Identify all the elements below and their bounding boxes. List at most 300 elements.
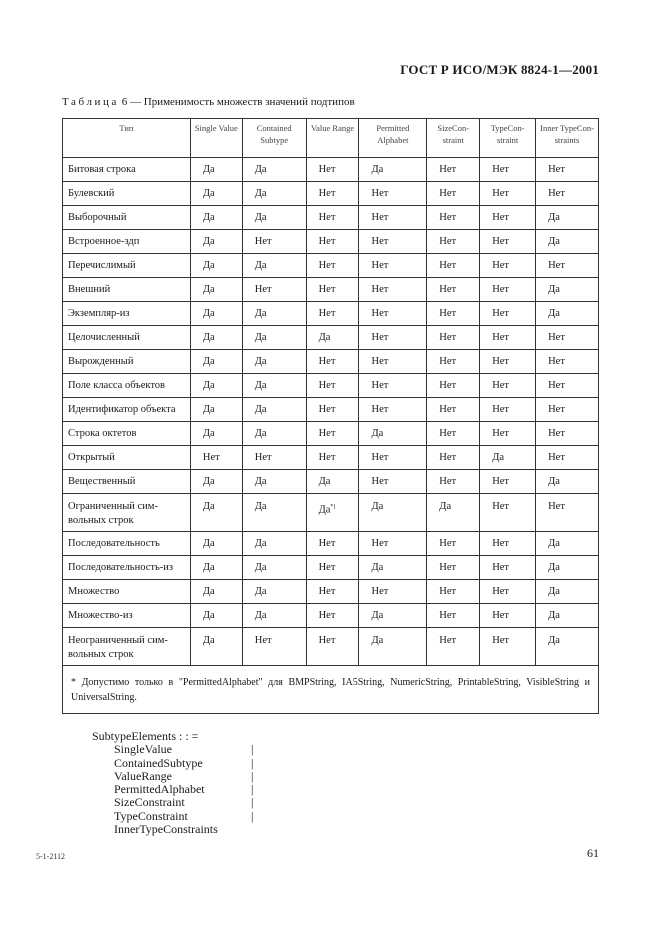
- value-text: Нет: [439, 428, 457, 439]
- value-text: Да: [202, 501, 215, 512]
- value-text: Нет: [439, 538, 457, 549]
- value-text: Да: [318, 332, 331, 343]
- value-text: Нет: [318, 610, 336, 621]
- value-cell: [190, 302, 242, 326]
- value-cell: [480, 254, 536, 278]
- grammar-separator: |: [251, 808, 254, 823]
- value-text: Нет: [492, 212, 510, 223]
- value-text: Нет: [202, 452, 220, 463]
- value-text: Нет: [318, 452, 336, 463]
- value-text: Нет: [492, 164, 510, 175]
- value-cell: [427, 604, 480, 628]
- table-row: [63, 230, 599, 254]
- value-cell: [190, 350, 242, 374]
- value-cell: [242, 470, 306, 494]
- value-cell: [427, 278, 480, 302]
- value-cell: [242, 206, 306, 230]
- grammar-item: [92, 743, 254, 756]
- value-cell: [427, 628, 480, 666]
- value-text: Нет: [318, 380, 336, 391]
- subtype-elements-grammar: [92, 730, 254, 836]
- value-text: Нет: [371, 538, 389, 549]
- table-row: [63, 398, 599, 422]
- value-cell: [359, 580, 427, 604]
- value-cell: [536, 278, 599, 302]
- value-text: Нет: [492, 538, 510, 549]
- value-cell: [427, 580, 480, 604]
- value-text: Да: [254, 586, 267, 597]
- grammar-title: SubtypeElements : : =: [92, 729, 199, 743]
- caption-label: Таблица: [62, 96, 119, 108]
- grammar-item-text: SingleValue: [114, 742, 172, 757]
- type-cell: Перечислимый: [63, 254, 191, 278]
- value-text: Нет: [548, 188, 565, 199]
- value-text: Нет: [439, 610, 457, 621]
- column-header: Тип: [63, 119, 191, 158]
- caption-number: 6: [121, 96, 128, 108]
- caption-title: Применимость множеств значений подтипов: [143, 96, 355, 108]
- value-cell: [536, 350, 599, 374]
- value-text: Да: [548, 284, 560, 295]
- caption-dash: —: [127, 96, 144, 108]
- type-cell: Идентификатор объекта: [63, 398, 191, 422]
- table-row: [63, 350, 599, 374]
- value-text: Да: [202, 380, 215, 391]
- value-cell: [190, 254, 242, 278]
- value-text: Нет: [548, 501, 565, 512]
- value-text: Нет: [254, 284, 272, 295]
- value-text: Нет: [439, 212, 457, 223]
- value-cell: [480, 628, 536, 666]
- value-text: Нет: [371, 404, 389, 415]
- grammar-separator: |: [251, 782, 254, 797]
- type-cell: Последовательность-из: [63, 556, 191, 580]
- value-cell: [359, 206, 427, 230]
- value-text: Нет: [492, 380, 510, 391]
- value-cell: [536, 182, 599, 206]
- value-cell: [190, 230, 242, 254]
- footnote-mark: *): [330, 504, 336, 510]
- value-cell: [306, 182, 359, 206]
- value-cell: [536, 422, 599, 446]
- table-row: [63, 374, 599, 398]
- value-cell: [242, 230, 306, 254]
- value-text: Да: [202, 308, 215, 319]
- table-row: [63, 494, 599, 532]
- value-text: Нет: [318, 164, 336, 175]
- value-cell: [242, 422, 306, 446]
- value-text: Да: [202, 164, 215, 175]
- column-header: SizeCon-straint: [427, 119, 480, 158]
- type-cell: Строка октетов: [63, 422, 191, 446]
- value-text: Да: [548, 610, 560, 621]
- value-text: Нет: [439, 260, 457, 271]
- value-text: Да: [492, 452, 505, 463]
- value-text: Да: [254, 610, 267, 621]
- value-cell: [306, 350, 359, 374]
- grammar-separator: |: [251, 742, 254, 757]
- value-cell: [306, 532, 359, 556]
- value-text: Да: [318, 504, 331, 516]
- value-cell: [536, 374, 599, 398]
- value-text: Да: [202, 404, 215, 415]
- value-cell: [190, 580, 242, 604]
- value-text: Да: [202, 635, 215, 646]
- value-cell: [306, 494, 359, 532]
- value-text: Нет: [492, 501, 510, 512]
- value-cell: [306, 326, 359, 350]
- column-header: TypeCon-straint: [480, 119, 536, 158]
- value-cell: [359, 230, 427, 254]
- value-text: Нет: [371, 308, 389, 319]
- value-cell: [480, 422, 536, 446]
- value-cell: [480, 230, 536, 254]
- table-row: [63, 254, 599, 278]
- grammar-item: [92, 796, 254, 809]
- grammar-separator: |: [251, 755, 254, 770]
- value-cell: [427, 422, 480, 446]
- value-cell: [480, 374, 536, 398]
- value-text: Да: [254, 538, 267, 549]
- value-cell: [480, 580, 536, 604]
- type-cell: Вещественный: [63, 470, 191, 494]
- value-text: Да: [254, 404, 267, 415]
- value-text: Нет: [371, 212, 389, 223]
- value-text: Нет: [439, 308, 457, 319]
- value-cell: [359, 470, 427, 494]
- value-text: Нет: [492, 236, 510, 247]
- value-cell: [427, 374, 480, 398]
- value-cell: [480, 206, 536, 230]
- value-cell: [190, 398, 242, 422]
- value-text: Нет: [439, 164, 457, 175]
- value-cell: [306, 302, 359, 326]
- value-text: Да: [254, 260, 267, 271]
- value-text: Да: [371, 610, 384, 621]
- value-text: Нет: [439, 284, 457, 295]
- value-cell: [306, 278, 359, 302]
- value-cell: [427, 206, 480, 230]
- value-cell: [190, 494, 242, 532]
- value-cell: [359, 254, 427, 278]
- page-number: 61: [587, 846, 599, 860]
- value-cell: [242, 158, 306, 182]
- value-cell: [427, 254, 480, 278]
- value-text: Да: [548, 635, 560, 646]
- value-cell: [536, 206, 599, 230]
- value-cell: [190, 206, 242, 230]
- value-text: Нет: [439, 356, 457, 367]
- value-cell: [427, 398, 480, 422]
- grammar-item: [92, 783, 254, 796]
- value-cell: [242, 326, 306, 350]
- value-cell: [242, 604, 306, 628]
- table-row: [63, 532, 599, 556]
- value-text: Нет: [492, 476, 510, 487]
- type-cell: Вырожденный: [63, 350, 191, 374]
- value-text: Нет: [318, 260, 336, 271]
- value-cell: [427, 556, 480, 580]
- value-text: Да: [202, 428, 215, 439]
- value-cell: [427, 158, 480, 182]
- table-caption: [62, 96, 355, 108]
- value-cell: [427, 446, 480, 470]
- value-cell: [242, 446, 306, 470]
- value-cell: [242, 302, 306, 326]
- value-cell: [480, 158, 536, 182]
- value-cell: [359, 556, 427, 580]
- type-cell: Ограниченный сим-вольных строк: [63, 494, 191, 532]
- column-header: Value Range: [306, 119, 359, 158]
- value-cell: [190, 158, 242, 182]
- grammar-items: [92, 743, 254, 836]
- type-cell: Целочисленный: [63, 326, 191, 350]
- value-text: Нет: [439, 586, 457, 597]
- value-cell: [480, 350, 536, 374]
- type-cell: Битовая строка: [63, 158, 191, 182]
- value-cell: [306, 446, 359, 470]
- grammar-item: [92, 757, 254, 770]
- grammar-item-text: ValueRange: [114, 768, 172, 783]
- value-cell: [427, 326, 480, 350]
- value-cell: [427, 230, 480, 254]
- value-text: Да: [548, 236, 560, 247]
- value-text: Да: [202, 562, 215, 573]
- value-text: Да: [202, 260, 215, 271]
- value-text: Да: [371, 428, 384, 439]
- value-text: Нет: [439, 332, 457, 343]
- value-text: Нет: [492, 635, 510, 646]
- value-text: Да: [254, 501, 267, 512]
- value-cell: [480, 494, 536, 532]
- value-text: Да: [202, 212, 215, 223]
- value-text: Нет: [371, 586, 389, 597]
- type-cell: Поле класса объектов: [63, 374, 191, 398]
- table-row: [63, 580, 599, 604]
- value-text: Да: [254, 476, 267, 487]
- type-cell: Булевский: [63, 182, 191, 206]
- value-cell: [359, 628, 427, 666]
- value-text: Нет: [254, 236, 272, 247]
- value-cell: [242, 494, 306, 532]
- grammar-item: [92, 770, 254, 783]
- value-cell: [480, 532, 536, 556]
- value-text: Нет: [318, 562, 336, 573]
- grammar-item-text: ContainedSubtype: [114, 755, 203, 770]
- value-text: Нет: [318, 428, 336, 439]
- value-cell: [190, 374, 242, 398]
- table-row: [63, 446, 599, 470]
- value-text: Нет: [371, 236, 389, 247]
- value-cell: [306, 470, 359, 494]
- value-text: Нет: [492, 188, 510, 199]
- value-cell: [536, 470, 599, 494]
- value-cell: [480, 326, 536, 350]
- value-text: Да: [254, 212, 267, 223]
- value-text: Да: [202, 610, 215, 621]
- value-cell: [306, 374, 359, 398]
- value-cell: [242, 182, 306, 206]
- value-text: Нет: [318, 284, 336, 295]
- value-text: Да: [254, 308, 267, 319]
- grammar-item-text: SizeConstraint: [114, 795, 185, 810]
- value-text: Нет: [371, 356, 389, 367]
- value-cell: [359, 350, 427, 374]
- value-text: Да: [371, 164, 384, 175]
- grammar-item: [92, 810, 254, 823]
- value-text: Нет: [371, 284, 389, 295]
- value-text: Нет: [439, 476, 457, 487]
- value-cell: [190, 278, 242, 302]
- table-row: [63, 604, 599, 628]
- value-text: Да: [254, 428, 267, 439]
- value-text: Нет: [492, 562, 510, 573]
- value-cell: [536, 326, 599, 350]
- table-row: [63, 628, 599, 666]
- value-text: Нет: [318, 236, 336, 247]
- value-text: Нет: [318, 586, 336, 597]
- type-cell: Неограниченный сим-вольных строк: [63, 628, 191, 666]
- value-cell: [190, 628, 242, 666]
- table-body: [63, 158, 599, 666]
- value-cell: [536, 604, 599, 628]
- value-text: Нет: [439, 236, 457, 247]
- value-text: Да: [371, 562, 384, 573]
- value-cell: [536, 230, 599, 254]
- value-text: Нет: [439, 562, 457, 573]
- value-cell: [190, 422, 242, 446]
- value-cell: [359, 374, 427, 398]
- value-cell: [536, 446, 599, 470]
- value-text: Нет: [318, 308, 336, 319]
- value-cell: [427, 532, 480, 556]
- value-text: Нет: [492, 308, 510, 319]
- value-text: Нет: [371, 260, 389, 271]
- value-text: Да: [254, 188, 267, 199]
- value-text: Да: [254, 562, 267, 573]
- table-row: [63, 302, 599, 326]
- value-text: Нет: [439, 188, 457, 199]
- value-cell: [359, 326, 427, 350]
- value-text: Да: [548, 476, 560, 487]
- value-cell: [480, 556, 536, 580]
- value-cell: [480, 302, 536, 326]
- value-cell: [190, 532, 242, 556]
- value-cell: [306, 422, 359, 446]
- value-cell: [242, 350, 306, 374]
- value-text: Нет: [548, 428, 565, 439]
- value-cell: [480, 398, 536, 422]
- value-cell: [427, 470, 480, 494]
- value-cell: [536, 580, 599, 604]
- type-cell: Множество: [63, 580, 191, 604]
- value-text: Да: [202, 476, 215, 487]
- value-cell: [359, 446, 427, 470]
- value-text: Нет: [371, 188, 389, 199]
- value-cell: [536, 302, 599, 326]
- value-text: Да: [202, 356, 215, 367]
- value-text: Нет: [492, 428, 510, 439]
- value-cell: [359, 422, 427, 446]
- value-cell: [242, 254, 306, 278]
- column-header: Single Value: [190, 119, 242, 158]
- value-cell: [242, 580, 306, 604]
- value-text: Нет: [439, 404, 457, 415]
- table-footnote: * Допустимо только в "PermittedAlphabet" для BMPString, IA5String, NumericString, PrintableString, VisibleString и UniversalString.: [63, 666, 599, 714]
- value-cell: [480, 446, 536, 470]
- type-cell: Выборочный: [63, 206, 191, 230]
- value-cell: [306, 556, 359, 580]
- table-row: [63, 422, 599, 446]
- value-text: Нет: [548, 332, 565, 343]
- table-row: [63, 206, 599, 230]
- value-text: Да: [254, 380, 267, 391]
- value-text: Да: [202, 188, 215, 199]
- value-cell: [359, 278, 427, 302]
- value-cell: [242, 374, 306, 398]
- print-code: 5-1-2112: [36, 852, 66, 861]
- value-cell: [480, 470, 536, 494]
- grammar-item-text: TypeConstraint: [114, 808, 188, 823]
- value-cell: [190, 446, 242, 470]
- value-text: Да: [318, 476, 331, 487]
- value-cell: [427, 494, 480, 532]
- value-cell: [359, 494, 427, 532]
- value-cell: [306, 604, 359, 628]
- value-text: Да: [548, 308, 560, 319]
- value-text: Нет: [318, 188, 336, 199]
- grammar-item-text: InnerTypeConstraints: [114, 822, 218, 837]
- table-row: [63, 182, 599, 206]
- value-cell: [536, 398, 599, 422]
- value-text: Да: [202, 284, 215, 295]
- value-text: Да: [548, 562, 560, 573]
- grammar-item: [92, 823, 254, 836]
- value-text: Нет: [318, 356, 336, 367]
- value-cell: [536, 532, 599, 556]
- value-cell: [190, 182, 242, 206]
- value-text: Нет: [492, 284, 510, 295]
- value-text: Нет: [318, 538, 336, 549]
- value-text: Нет: [318, 212, 336, 223]
- value-cell: [190, 556, 242, 580]
- value-text: Да: [548, 586, 560, 597]
- value-text: Нет: [371, 380, 389, 391]
- footnote-row: [63, 666, 599, 714]
- value-text: Да: [254, 332, 267, 343]
- value-text: Нет: [548, 356, 565, 367]
- value-cell: [306, 254, 359, 278]
- value-cell: [359, 398, 427, 422]
- value-text: Нет: [548, 452, 565, 463]
- value-cell: [306, 230, 359, 254]
- value-text: Да: [371, 635, 384, 646]
- value-text: Нет: [254, 635, 272, 646]
- type-cell: Внешний: [63, 278, 191, 302]
- value-cell: [480, 182, 536, 206]
- table-row: [63, 556, 599, 580]
- type-cell: Последовательность: [63, 532, 191, 556]
- table-row: [63, 326, 599, 350]
- value-cell: [359, 302, 427, 326]
- document-standard-header: ГОСТ Р ИСО/МЭК 8824-1—2001: [400, 62, 599, 77]
- value-text: Нет: [371, 332, 389, 343]
- value-cell: [536, 628, 599, 666]
- value-text: Да: [202, 586, 215, 597]
- value-text: Нет: [318, 404, 336, 415]
- value-text: Да: [202, 236, 215, 247]
- value-cell: [359, 182, 427, 206]
